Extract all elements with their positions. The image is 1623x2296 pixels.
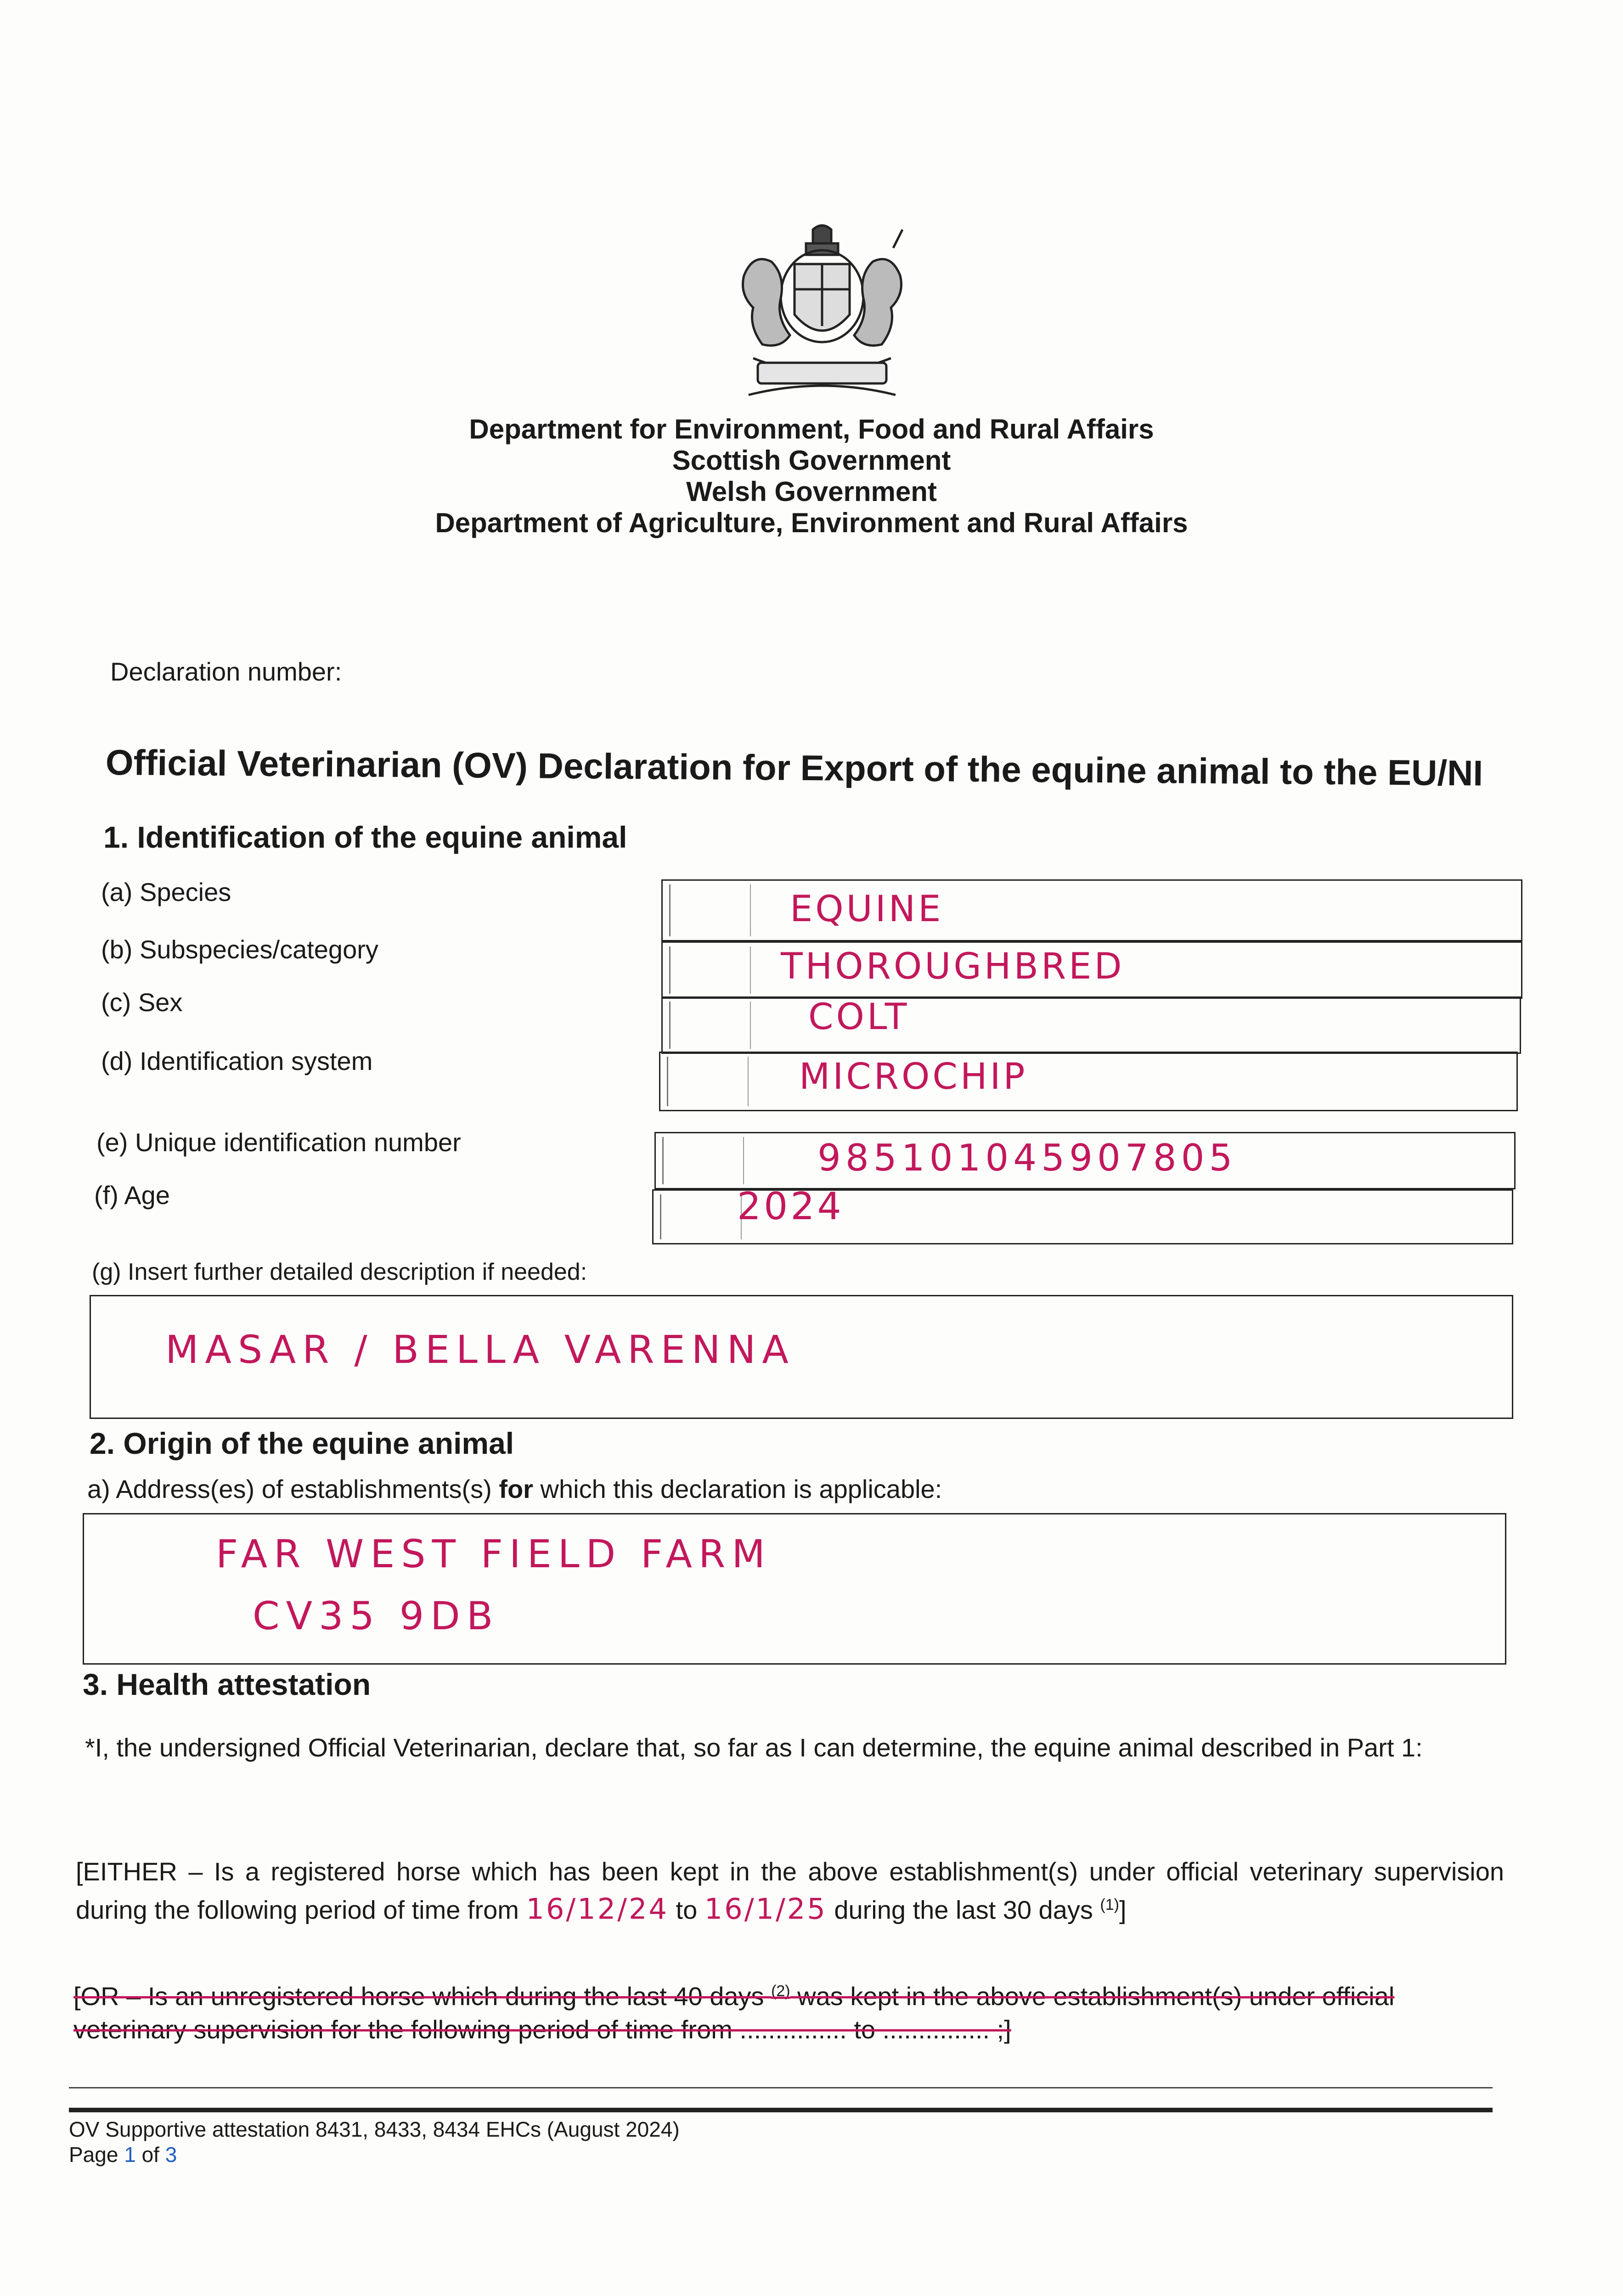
health-attestation-intro: *I, the undersigned Official Veterinarian, declare that, so far as I can determine, the equine animal described in Part 1: — [85, 1733, 1423, 1762]
further-description-label: (g) Insert further detailed description if needed: — [92, 1259, 587, 1285]
further-description-value: MASAR / BELLA VARENNA — [165, 1327, 795, 1372]
address-line-1: FAR WEST FIELD FARM — [216, 1531, 772, 1576]
subspecies-value: THOROUGHBRED — [781, 946, 1125, 987]
footer-form-reference: OV Supportive attestation 8431, 8433, 8434 EHCs (August 2024) — [69, 2117, 680, 2141]
department-name-welsh-government: Welsh Government — [686, 476, 937, 507]
document-title: Official Veterinarian (OV) Declaration for Export of the equine animal to the EU/NI — [105, 742, 1483, 793]
sex-label: (c) Sex — [101, 988, 183, 1017]
section-2-heading: 2. Origin of the equine animal — [90, 1426, 514, 1460]
period-to-value: 16/1/25 — [704, 1892, 827, 1926]
subspecies-label: (b) Subspecies/category — [101, 935, 378, 964]
sex-field[interactable] — [661, 996, 1521, 1054]
footer-divider-thin — [69, 2087, 1493, 2088]
unique-id-label: (e) Unique identification number — [96, 1128, 461, 1157]
identification-system-value: MICROCHIP — [799, 1056, 1028, 1097]
royal-coat-of-arms-logo — [716, 220, 928, 404]
footer-divider — [69, 2108, 1493, 2112]
section-1-heading: 1. Identification of the equine animal — [103, 820, 627, 854]
footer-page-number: Page 1 of 3 — [69, 2143, 177, 2167]
department-name-defra: Department for Environment, Food and Rural Affairs — [469, 414, 1154, 445]
sex-value: COLT — [808, 996, 910, 1038]
declaration-number-label: Declaration number: — [110, 657, 342, 686]
or-statement-struck-through: [OR – Is an unregistered horse which during the last 40 days $^{(2)}$ was kept in the above establishment(s) under official veterinary supervision for the following period of time from ............... to ............... ;] — [73, 1981, 1395, 2044]
age-value: 2024 — [737, 1185, 844, 1228]
species-value: EQUINE — [790, 889, 944, 930]
address-line-2: CV35 9DB — [253, 1593, 500, 1638]
age-label: (f) Age — [94, 1181, 170, 1210]
section-3-heading: 3. Health attestation — [83, 1667, 371, 1701]
unique-id-value: 985101045907805 — [817, 1137, 1237, 1179]
address-label: a) Address(es) of establishments(s) for which this declaration is applicable: — [87, 1474, 942, 1503]
either-statement: [EITHER – Is a registered horse which has been kept in the above establishment(s) under official veterinary supervision during the following period of time from 16/12/24 to 16/1/25 during the last 30 days $^{(1)}$] — [76, 1857, 1504, 1926]
department-name-scottish-government: Scottish Government — [672, 445, 951, 476]
identification-system-field[interactable] — [659, 1052, 1518, 1111]
period-from-value: 16/12/24 — [526, 1892, 669, 1926]
species-label: (a) Species — [101, 878, 231, 906]
identification-system-label: (d) Identification system — [101, 1047, 373, 1075]
department-name-daera: Department of Agriculture, Environment and Rural Affairs — [435, 507, 1188, 538]
